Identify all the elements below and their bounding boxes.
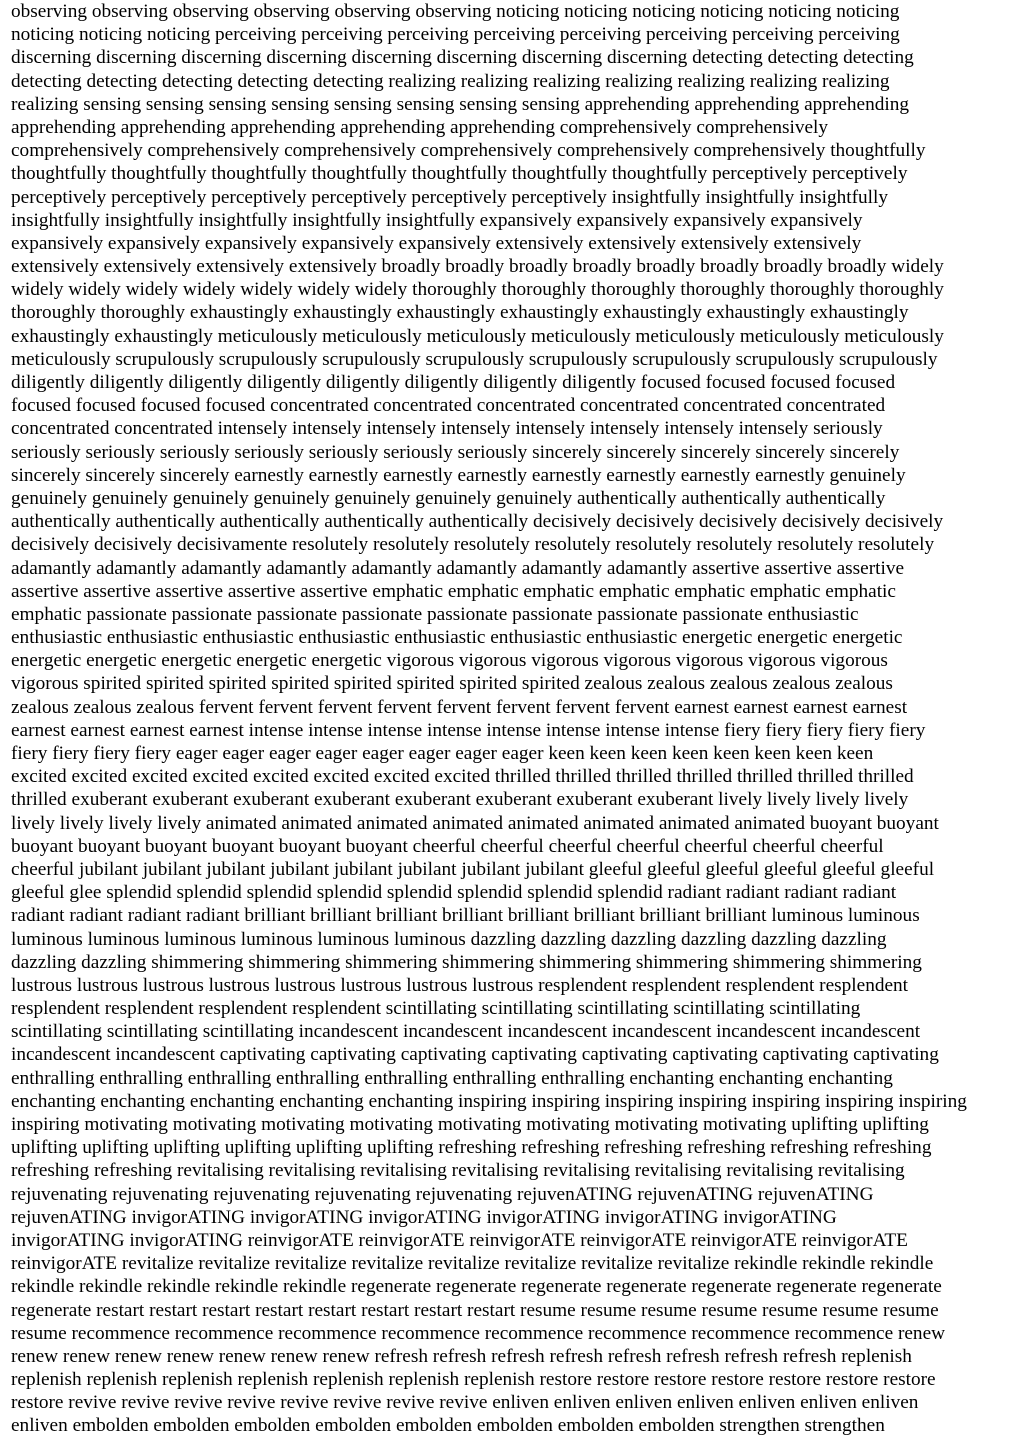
text-line: enthusiastic enthusiastic enthusiastic enthusiastic enthusiastic enthusiastic enthusiastic energetic energetic energetic [11, 627, 903, 649]
text-line: discerning discerning discerning discerning discerning discerning discerning discerning detecting detecting detecting [11, 47, 914, 69]
text-line: authentically authentically authentically authentically authentically decisively decisively decisively decisively decisively [11, 511, 944, 533]
text-line: gleeful glee splendid splendid splendid splendid splendid splendid splendid splendid radiant radiant radiant radiant [11, 882, 897, 904]
text-line: luminous luminous luminous luminous luminous luminous dazzling dazzling dazzling dazzling dazzling dazzling [11, 928, 887, 950]
text-line: meticulously scrupulously scrupulously scrupulously scrupulously scrupulously scrupulously scrupulously scrupulously [11, 348, 938, 370]
text-line: dazzling dazzling shimmering shimmering shimmering shimmering shimmering shimmering shimmering shimmering [11, 951, 922, 973]
text-line: widely widely widely widely widely widely widely thoroughly thoroughly thoroughly thoroughly thoroughly thoroughly [11, 279, 944, 301]
text-line: insightfully insightfully insightfully insightfully insightfully expansively expansively expansively expansively [11, 209, 863, 231]
text-line: replenish replenish replenish replenish replenish replenish replenish restore restore restore restore restore restore restore [11, 1369, 936, 1391]
text-line: decisively decisively decisivamente resolutely resolutely resolutely resolutely resolutely resolutely resolutely resolutely [11, 534, 935, 556]
text-line: realizing sensing sensing sensing sensing sensing sensing sensing sensing apprehending apprehending apprehending [11, 93, 910, 115]
text-line: energetic energetic energetic energetic energetic vigorous vigorous vigorous vigorous vigorous vigorous vigorous [11, 650, 888, 672]
text-line: resplendent resplendent resplendent resplendent scintillating scintillating scintillating scintillating scintillating [11, 998, 861, 1020]
text-line: thrilled exuberant exuberant exuberant exuberant exuberant exuberant exuberant exuberant lively lively lively lively [11, 789, 909, 811]
text-line: incandescent incandescent captivating captivating captivating captivating captivating captivating captivating captivating [11, 1044, 939, 1066]
text-line: inspiring motivating motivating motivating motivating motivating motivating motivating motivating uplifting uplifting [11, 1114, 929, 1135]
text-line: scintillating scintillating scintillating incandescent incandescent incandescent incandescent incandescent incandescent [11, 1021, 921, 1043]
text-line: concentrated concentrated intensely intensely intensely intensely intensely intensely intensely intensely seriously [11, 418, 883, 440]
text-line: rejuvenATING invigorATING invigorATING invigorATING invigorATING invigorATING invigorATING [11, 1206, 837, 1228]
text-line: reinvigorATE revitalize revitalize revitalize revitalize revitalize revitalize revitalize revitalize rekindle rekindle rekindle [11, 1253, 934, 1275]
text-line: thoroughly thoroughly exhaustingly exhaustingly exhaustingly exhaustingly exhaustingly exhaustingly exhaustingly [11, 302, 909, 324]
text-line: renew renew renew renew renew renew renew refresh refresh refresh refresh refresh refresh refresh refresh replenish [11, 1345, 912, 1367]
text-line: lustrous lustrous lustrous lustrous lustrous lustrous lustrous lustrous resplendent resplendent resplendent resplendent [11, 974, 909, 996]
text-line: comprehensively comprehensively comprehensively comprehensively comprehensively comprehensively thoughtfully [11, 140, 926, 162]
text-line: earnest earnest earnest earnest intense intense intense intense intense intense intense intense fiery fiery fiery fiery fiery [11, 719, 926, 741]
text-line: emphatic passionate passionate passionate passionate passionate passionate passionate passionate enthusiastic [11, 603, 859, 625]
text-line: assertive assertive assertive assertive assertive emphatic emphatic emphatic emphatic emphatic emphatic emphatic [11, 580, 896, 602]
text-line: invigorATING invigorATING reinvigorATE reinvigorATE reinvigorATE reinvigorATE reinvigorATE reinvigorATE [11, 1229, 908, 1251]
text-line: enthralling enthralling enthralling enthralling enthralling enthralling enthralling enchanting enchanting enchanting [11, 1067, 893, 1089]
text-line: exhaustingly exhaustingly meticulously meticulously meticulously meticulously meticulously meticulously meticulously [11, 325, 944, 347]
text-line: noticing noticing noticing perceiving perceiving perceiving perceiving perceiving perceiving perceiving perceiving [11, 24, 900, 46]
text-line: observing observing observing observing observing observing noticing noticing noticing noticing noticing noticing [11, 1, 900, 22]
text-line: cheerful jubilant jubilant jubilant jubilant jubilant jubilant jubilant jubilant gleeful gleeful gleeful gleeful gleeful gleeful [11, 858, 935, 880]
text-line: zealous zealous zealous fervent fervent fervent fervent fervent fervent fervent fervent earnest earnest earnest earnest [11, 696, 908, 718]
text-line: resume recommence recommence recommence recommence recommence recommence recommence recommence renew [11, 1322, 946, 1344]
text-line: radiant radiant radiant radiant brilliant brilliant brilliant brilliant brilliant brilliant brilliant brilliant luminous luminous [11, 905, 920, 927]
text-line: expansively expansively expansively expansively expansively extensively extensively extensively extensively [11, 232, 862, 254]
text-line: apprehending apprehending apprehending apprehending apprehending comprehensively comprehensively [11, 116, 829, 138]
text-line: rejuvenating rejuvenating rejuvenating rejuvenating rejuvenating rejuvenATING rejuvenATING rejuvenATING [11, 1183, 874, 1205]
text-line: diligently diligently diligently diligently diligently diligently diligently diligently focused focused focused focused [11, 372, 896, 393]
text-line: perceptively perceptively perceptively perceptively perceptively perceptively insightfully insightfully insightfully [11, 186, 889, 208]
text-line: detecting detecting detecting detecting detecting realizing realizing realizing realizing realizing realizing realizing [11, 70, 890, 92]
text-line: uplifting uplifting uplifting uplifting uplifting uplifting refreshing refreshing refreshing refreshing refreshing refreshing [11, 1137, 932, 1159]
text-line: enchanting enchanting enchanting enchanting enchanting inspiring inspiring inspiring inspiring inspiring inspiring inspiring [11, 1090, 967, 1112]
text-line: focused focused focused focused concentrated concentrated concentrated concentrated concentrated concentrated [11, 395, 886, 417]
text-line: genuinely genuinely genuinely genuinely genuinely genuinely genuinely authentically authentically authentically [11, 487, 886, 509]
text-line: enliven embolden embolden embolden embolden embolden embolden embolden embolden strengthen strengthen [11, 1415, 885, 1437]
text-line: adamantly adamantly adamantly adamantly adamantly adamantly adamantly adamantly assertive assertive assertive [11, 557, 905, 579]
text-line: lively lively lively lively animated animated animated animated animated animated animated animated buoyant buoyant [11, 812, 939, 834]
text-line: restore revive revive revive revive revive revive revive revive enliven enliven enliven enliven enliven enliven enliven [11, 1392, 919, 1414]
text-line: sincerely sincerely sincerely earnestly earnestly earnestly earnestly earnestly earnestly earnestly earnestly genuinely [11, 464, 906, 486]
text-line: refreshing refreshing revitalising revitalising revitalising revitalising revitalising revitalising revitalising revitalising [11, 1160, 905, 1182]
text-line: fiery fiery fiery fiery eager eager eager eager eager eager eager eager keen keen keen keen keen keen keen keen [11, 743, 874, 764]
text-line: seriously seriously seriously seriously seriously seriously seriously sincerely sincerely sincerely sincerely sincerely [11, 441, 900, 463]
text-line: extensively extensively extensively extensively broadly broadly broadly broadly broadly broadly broadly broadly widely [11, 256, 944, 278]
text-line: buoyant buoyant buoyant buoyant buoyant buoyant cheerful cheerful cheerful cheerful cheerful cheerful cheerful [11, 835, 884, 857]
text-line: regenerate restart restart restart restart restart restart restart restart resume resume resume resume resume resume resume [11, 1299, 939, 1321]
text-line: thoughtfully thoughtfully thoughtfully thoughtfully thoughtfully thoughtfully thoughtfully perceptively perceptively [11, 163, 908, 185]
text-line: rekindle rekindle rekindle rekindle rekindle regenerate regenerate regenerate regenerate regenerate regenerate regenerate [11, 1276, 942, 1298]
text-line: vigorous spirited spirited spirited spirited spirited spirited spirited spirited zealous zealous zealous zealous zealous [11, 673, 893, 695]
text-line: excited excited excited excited excited excited excited excited thrilled thrilled thrilled thrilled thrilled thrilled thrilled [11, 766, 914, 788]
